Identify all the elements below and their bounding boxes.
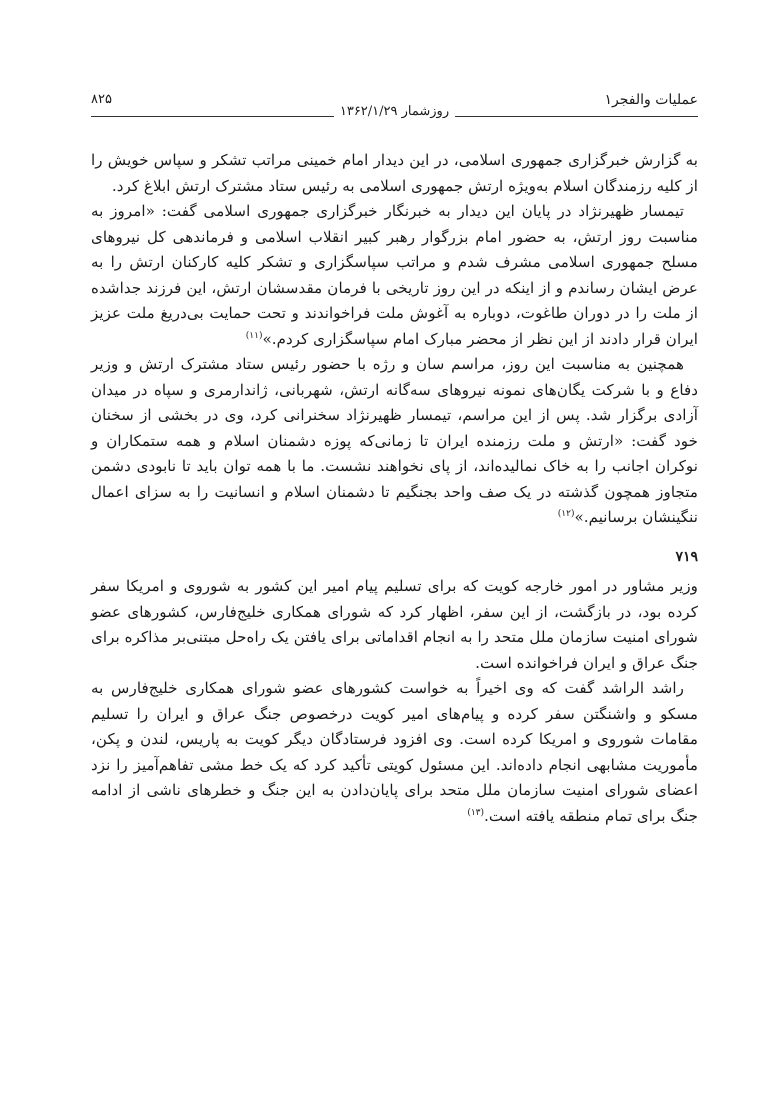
book-title: عملیات والفجر۱ xyxy=(604,92,698,108)
paragraph: به گزارش خبرگزاری جمهوری اسلامی، در این دیدار امام خمینی مراتب تشکر و سپاس خویش را از کلیه رزمندگان اسلام به‌ویژه ارتش جمهوری اسلامی به رئیس ستاد مشترک ارتش ابلاغ کرد. xyxy=(91,151,698,195)
section-number: ۷۱۹ xyxy=(675,548,698,565)
footnote-ref: (۱۳) xyxy=(467,807,485,818)
paragraph: تیمسار ظهیرنژاد در پایان این دیدار به خبرنگار خبرگزاری جمهوری اسلامی گفت: «امروز به مناسبت روز ارتش، به حضور امام بزرگوار رهبر کبیر انقلاب اسلامی و فرماندهی کل نیروهای مسلح جمهوری اسلامی مشرف شدم و مراتب سپاسگزاری و تشکر کلیه کارکنان ارتش را به عرض ایشان رساندم و از اینکه در این روز تاریخی با فرمان مقدسشان ارتش، این فرزند جداشده از ملت را در دوران طاغوت، دوباره به آغوش ملت فراخواندند و تحت حمایت بی‌دریغ ملت عزیز ایران قرار دادند از این نظر از محضر مبارک امام سپاسگزاری کردم.»$^{(۱۱)}$ xyxy=(91,202,698,348)
paragraph: همچنین به مناسبت این روز، مراسم سان و رژه با حضور رئیس ستاد مشترک ارتش و وزیر دفاع و با شرکت یگان‌های نمونه نیروهای سه‌گانه ارتش، شهربانی، ژاندارمری و سپاه در میدان آزادی برگزار شد. پس از این مراسم، تیمسار ظهیرنژاد سخنرانی کرد، وی در بخشی از سخنان خود گفت: «ارتش و ملت رزمنده ایران تا زمانی‌که پوزه دشمنان اسلام و همه ستمکاران و نوکران اجانب را به خاک نمالیده‌اند، از پای نخواهند نشست. ما با همه توان باید تا نابودی دشمن متجاوز همچون گذشته در یک صف واحد بجنگیم تا دشمنان اسلام و انسانیت را به سزای اعمال ننگینشان برسانیم.»$^{(۱۲)}$ xyxy=(91,355,698,526)
document-body xyxy=(91,148,698,829)
footnote-ref: (۱۲) xyxy=(557,508,575,519)
running-title: روزشمار ۱۳۶۲/۱/۲۹ xyxy=(91,104,698,119)
page-number: ۸۲۵ xyxy=(91,92,112,107)
footnote-ref: (۱۱) xyxy=(245,330,263,341)
paragraph: وزیر مشاور در امور خارجه کویت که برای تسلیم پیام امیر این کشور به شوروی و امریکا سفر کرده بود، در بازگشت، از این سفر، اظهار کرد که شورای همکاری خلیج‌فارس، کشورهای عضو شورای امنیت سازمان ملل متحد را به انجام اقداماتی برای یافتن یک راه‌حل مبتنی‌بر مذاکره برای جنگ عراق و ایران فراخوانده است. xyxy=(91,577,698,672)
page-header xyxy=(91,92,698,122)
paragraph: راشد الراشد گفت که وی اخیراً به خواست کشورهای عضو شورای همکاری خلیج‌فارس به مسکو و واشنگتن سفر کرده و پیام‌های امیر کویت درخصوص جنگ عراق و ایران را تسلیم مقامات شوروی و امریکا کرده است. وی افزود فرستادگان دیگر کویت به پاریس، لندن و پکن، مأموریت مشابهی انجام داده‌اند. این مسئول کویتی تأکید کرد که یک خط مشی تفاهم‌آمیز را نزد اعضای شورای امنیت سازمان ملل متحد برای پایان‌دادن به این جنگ و خطرهای ناشی از ادامه جنگ برای تمام منطقه یافته است.$^{(۱۳)}$ xyxy=(91,679,698,825)
